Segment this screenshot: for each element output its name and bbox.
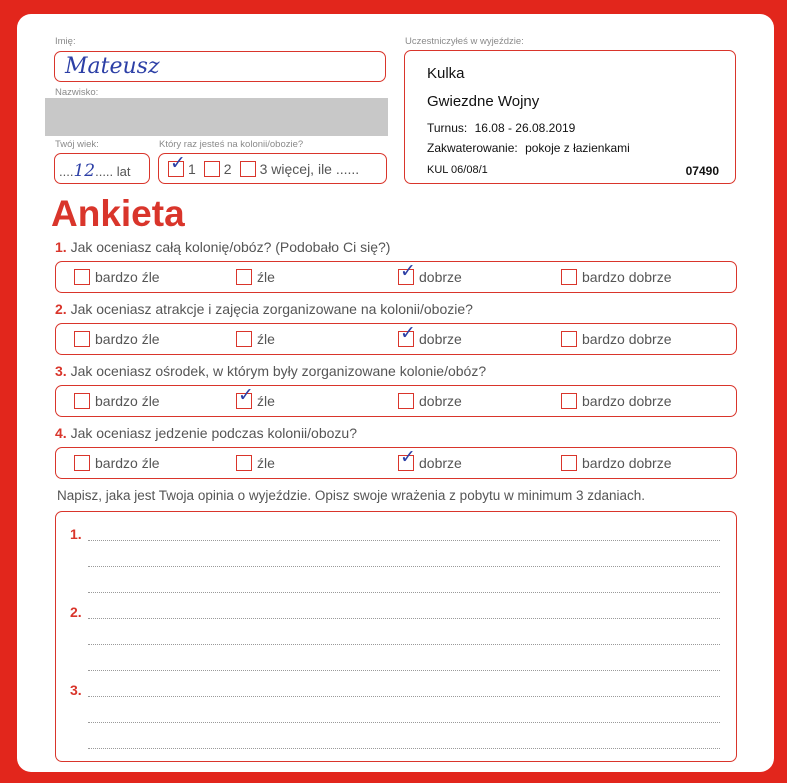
- q1-option-dobrze[interactable]: ✓ dobrze: [400, 260, 462, 286]
- age-value: 12: [73, 161, 96, 181]
- q2-option-bardzo-zle[interactable]: bardzo źle: [74, 330, 160, 347]
- opinion-line-number-2: 2.: [70, 604, 82, 620]
- opinion-line[interactable]: [88, 644, 720, 645]
- q1-option-bardzo-dobrze[interactable]: bardzo dobrze: [561, 268, 672, 285]
- opinion-line[interactable]: [88, 592, 720, 593]
- q2-checkbox-bardzo-zle[interactable]: [74, 331, 90, 347]
- check-mark-icon: ✓: [400, 260, 416, 283]
- question-3-text: 3. Jak oceniasz ośrodek, w którym były zorganizowane kolonie/obóz?: [55, 363, 487, 379]
- check-mark-icon: ✓: [400, 446, 416, 469]
- opinion-line-number-3: 3.: [70, 682, 82, 698]
- times-option-2-label: 2: [223, 161, 232, 178]
- q2-option-bardzo-dobrze[interactable]: bardzo dobrze: [561, 330, 672, 347]
- name-value: Mateusz: [65, 54, 160, 79]
- q2-option-zle[interactable]: źle: [236, 330, 275, 347]
- question-1-text: 1. Jak oceniasz całą kolonię/obóz? (Podobało Ci się?): [55, 239, 391, 255]
- question-2-text: 2. Jak oceniasz atrakcje i zajęcia zorganizowane na kolonii/obozie?: [55, 301, 473, 317]
- q2-checkbox-bardzo-dobrze[interactable]: [561, 331, 577, 347]
- form-number: 07490: [685, 164, 719, 178]
- q4-option-zle[interactable]: źle: [236, 454, 275, 471]
- name-label: Imię:: [55, 36, 76, 47]
- camp-theme: Gwiezdne Wojny: [427, 93, 540, 110]
- q4-checkbox-bardzo-zle[interactable]: [74, 455, 90, 471]
- camp-code: KUL 06/08/1: [427, 164, 488, 176]
- q2-checkbox-zle[interactable]: [236, 331, 252, 347]
- opinion-line[interactable]: [88, 722, 720, 723]
- check-mark-icon: ✓: [170, 152, 186, 175]
- survey-title: Ankieta: [51, 193, 185, 234]
- q4-option-dobrze[interactable]: ✓ dobrze: [400, 446, 462, 472]
- age-label: Twój wiek:: [55, 139, 99, 150]
- q1-checkbox-zle[interactable]: [236, 269, 252, 285]
- name-field[interactable]: [54, 51, 386, 82]
- q1-checkbox-bardzo-dobrze[interactable]: [561, 269, 577, 285]
- accommodation-label: Zakwaterowanie:: [427, 141, 518, 155]
- opinion-line[interactable]: [88, 670, 720, 671]
- opinion-line[interactable]: [88, 748, 720, 749]
- q3-option-bardzo-zle[interactable]: bardzo źle: [74, 392, 160, 409]
- question-4-text: 4. Jak oceniasz jedzenie podczas kolonii/obozu?: [55, 425, 357, 441]
- question-2-answers: [55, 323, 737, 355]
- participant-label: Uczestniczyłeś w wyjeździe:: [405, 36, 524, 47]
- q3-checkbox-bardzo-dobrze[interactable]: [561, 393, 577, 409]
- participant-info-box: [404, 50, 736, 184]
- surname-label: Nazwisko:: [55, 87, 99, 98]
- accommodation-value: pokoje z łazienkami: [525, 141, 630, 155]
- question-4-answers: [55, 447, 737, 479]
- q3-checkbox-zle[interactable]: [236, 384, 254, 409]
- q4-checkbox-zle[interactable]: [236, 455, 252, 471]
- age-prefix: ....: [59, 164, 74, 179]
- question-1-answers: [55, 261, 737, 293]
- times-option-1-checkbox[interactable]: [168, 152, 186, 177]
- q3-checkbox-bardzo-zle[interactable]: [74, 393, 90, 409]
- q3-option-dobrze[interactable]: dobrze: [398, 392, 462, 409]
- times-option-3-checkbox[interactable]: [240, 161, 256, 177]
- q3-checkbox-dobrze[interactable]: [398, 393, 414, 409]
- check-mark-icon: ✓: [400, 322, 416, 345]
- q4-checkbox-bardzo-dobrze[interactable]: [561, 455, 577, 471]
- turnus-label: Turnus:: [427, 121, 468, 135]
- q1-checkbox-dobrze[interactable]: [398, 260, 416, 285]
- times-field: [158, 153, 387, 184]
- opinion-line[interactable]: [88, 696, 720, 697]
- q4-checkbox-dobrze[interactable]: [398, 446, 416, 471]
- camp-name: Kulka: [427, 65, 465, 82]
- q1-checkbox-bardzo-zle[interactable]: [74, 269, 90, 285]
- q2-option-dobrze[interactable]: ✓ dobrze: [400, 322, 462, 348]
- opinion-line-number-1: 1.: [70, 526, 82, 542]
- question-3-answers: [55, 385, 737, 417]
- q1-option-bardzo-zle[interactable]: bardzo źle: [74, 268, 160, 285]
- times-option-2-checkbox[interactable]: [204, 161, 220, 177]
- q1-option-zle[interactable]: źle: [236, 268, 275, 285]
- opinion-line[interactable]: [88, 566, 720, 567]
- survey-sheet: [17, 14, 774, 772]
- check-mark-icon: ✓: [238, 384, 254, 407]
- q3-option-bardzo-dobrze[interactable]: bardzo dobrze: [561, 392, 672, 409]
- opinion-prompt: Napisz, jaka jest Twoja opinia o wyjeździe. Opisz swoje wrażenia z pobytu w minimum 3 zdaniach.: [57, 488, 646, 503]
- q4-option-bardzo-dobrze[interactable]: bardzo dobrze: [561, 454, 672, 471]
- times-option-1-label: 1: [188, 161, 196, 178]
- times-label: Który raz jesteś na kolonii/obozie?: [159, 139, 304, 150]
- times-option-3-label: 3 więcej, ile ......: [259, 161, 360, 178]
- age-field[interactable]: [54, 153, 150, 184]
- opinion-line[interactable]: [88, 618, 720, 619]
- surname-redacted-field: [45, 98, 388, 136]
- opinion-line[interactable]: [88, 540, 720, 541]
- age-suffix: ..... lat: [95, 164, 131, 179]
- turnus-value: 16.08 - 26.08.2019: [474, 121, 576, 135]
- q3-option-zle[interactable]: ✓ źle: [238, 384, 275, 410]
- q2-checkbox-dobrze[interactable]: [398, 322, 416, 347]
- q4-option-bardzo-zle[interactable]: bardzo źle: [74, 454, 160, 471]
- opinion-box[interactable]: [55, 511, 737, 762]
